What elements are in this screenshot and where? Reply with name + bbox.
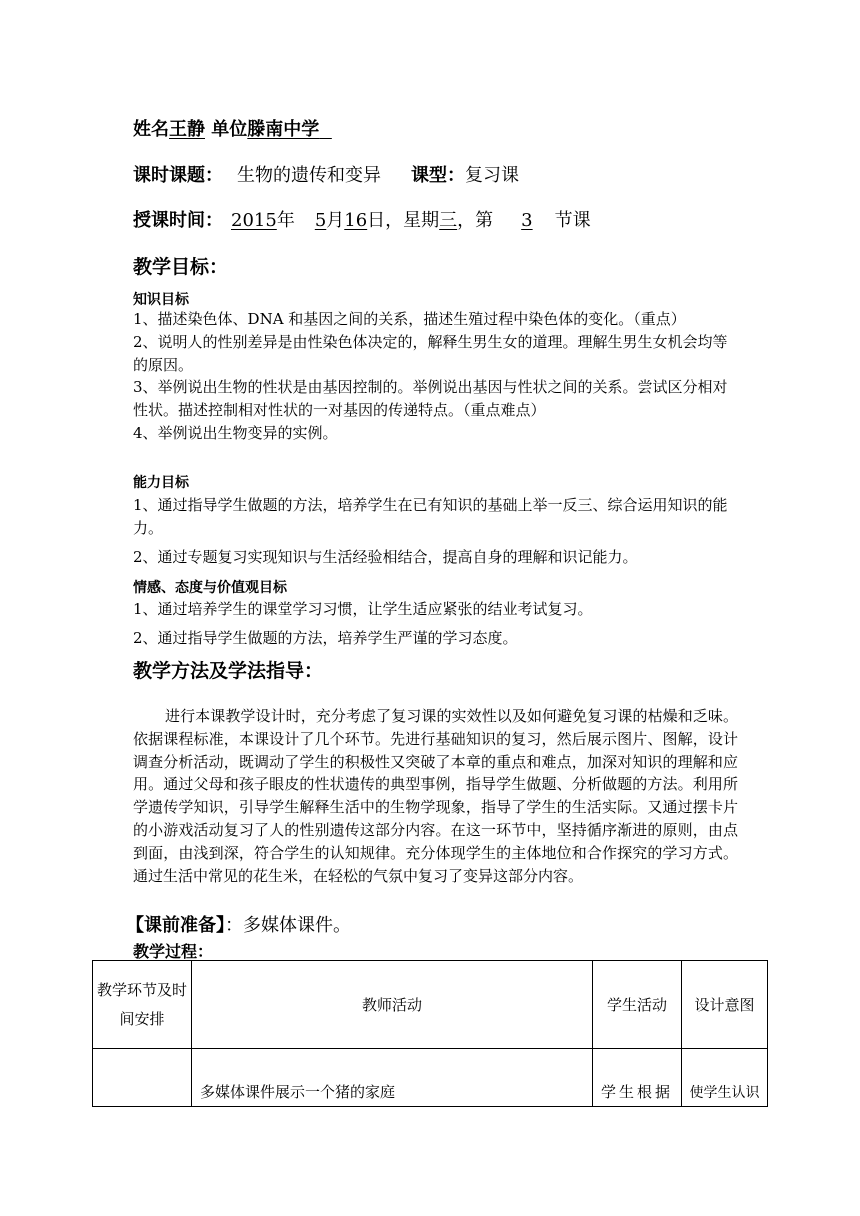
weekday-value: 三 (439, 210, 458, 231)
table-cell: 多媒体课件展示一个猪的家庭 (192, 1049, 593, 1107)
ability-item: 2、通过专题复习实现知识与生活经验相结合，提高自身的理解和识记能力。 (133, 547, 638, 566)
topic-label: 课时课题： (133, 165, 223, 186)
goals-title: 教学目标： (133, 256, 229, 278)
header-cell-teacher: 教师活动 (192, 961, 593, 1049)
prep-line (126, 911, 351, 937)
knowledge-title: 知识目标 (133, 292, 189, 308)
table-cell (93, 1049, 192, 1107)
author-line (133, 115, 332, 141)
header-cell-student: 学生活动 (593, 961, 682, 1049)
table-row (93, 1049, 768, 1107)
method-title: 教学方法及学法指导： (133, 660, 324, 682)
emotion-item: 2、通过指导学生做题的方法，培养学生严谨的学习态度。 (133, 628, 518, 647)
year-value: 2015 (231, 210, 277, 231)
knowledge-item: 4、举例说出生物变异的实例。 (133, 423, 338, 442)
unit-label: 单位 (211, 119, 248, 140)
table-cell: 使学生认识 (682, 1049, 768, 1107)
month-value: 5 (314, 210, 327, 231)
knowledge-list (133, 308, 738, 445)
method-paragraph: 进行本课教学设计时，充分考虑了复习课的实效性以及如何避免复习课的枯燥和乏味。依据课程标准，本课设计了几个环节。先进行基础知识的复习，然后展示图片、图解，设计调查分析活动，既调动了学生的积极性又突破了本章的重点和难点，加深对知识的理解和应用。通过父母和孩子眼皮的性状遗传的典型事例，指导学生做题、分析做题的方法。利用所学遗传学知识，引导学生解释生活中的生物学现象，指导了学生的生活实际。又通过摆卡片的小游戏活动复习了人的性别遗传这部分内容。在这一环节中，坚持循序渐进的原则，由点到面，由浅到深，符合学生的认知规律。充分体现学生的主体地位和合作探究的学习方式。通过生活中常见的花生米，在轻松的气氛中复习了变异这部分内容。 (133, 707, 738, 885)
knowledge-item: 1、描述染色体、DNA 和基因之间的关系，描述生殖过程中染色体的变化。（重点） (133, 310, 686, 328)
ability-title: 能力目标 (133, 475, 189, 491)
name-value: 王静 (169, 119, 205, 140)
emotion-item: 1、通过培养学生的课堂学习习惯，让学生适应紧张的结业考试复习。 (133, 600, 593, 618)
knowledge-item: 3、举例说出生物的性状是由基因控制的。举例说出基因与性状之间的关系。尝试区分相对性状。描述控制相对性状的一对基因的传递特点。（重点难点） (133, 378, 728, 420)
process-title: 教学过程： (133, 942, 214, 961)
prep-value: ：多媒体课件。 (225, 915, 351, 936)
type-value: 复习课 (465, 165, 519, 186)
header-cell-stage: 教学环节及时间安排 (93, 961, 192, 1049)
topic-value: 生物的遗传和变异 (237, 165, 381, 186)
ability-item: 1、通过指导学生做题的方法，培养学生在已有知识的基础上举一反三、综合运用知识的能力。 (133, 496, 728, 537)
period-value: 3 (521, 210, 533, 231)
ability-list (133, 494, 738, 568)
knowledge-item: 2、说明人的性别差异是由性染色体决定的，解释生男生女的道理。理解生男生女机会均等的原因。 (133, 332, 728, 374)
unit-value: 滕南中学 (247, 119, 320, 140)
emotion-title: 情感、态度与价值观目标 (133, 580, 287, 596)
time-label: 授课时间： (133, 210, 223, 231)
table-header-row (93, 961, 768, 1049)
table-cell: 学生根据 (593, 1049, 682, 1107)
process-table (92, 960, 768, 1107)
time-line: 授课时间： 2015年 5月16日，星期三，第 3 节课 (133, 210, 591, 231)
day-value: 16 (344, 210, 368, 231)
name-label: 姓名 (133, 119, 169, 140)
header-cell-intent: 设计意图 (682, 961, 768, 1049)
type-label: 课型： (411, 165, 465, 186)
lesson-line (133, 161, 519, 187)
emotion-list (133, 598, 738, 650)
prep-label: 【课前准备】 (126, 915, 225, 936)
